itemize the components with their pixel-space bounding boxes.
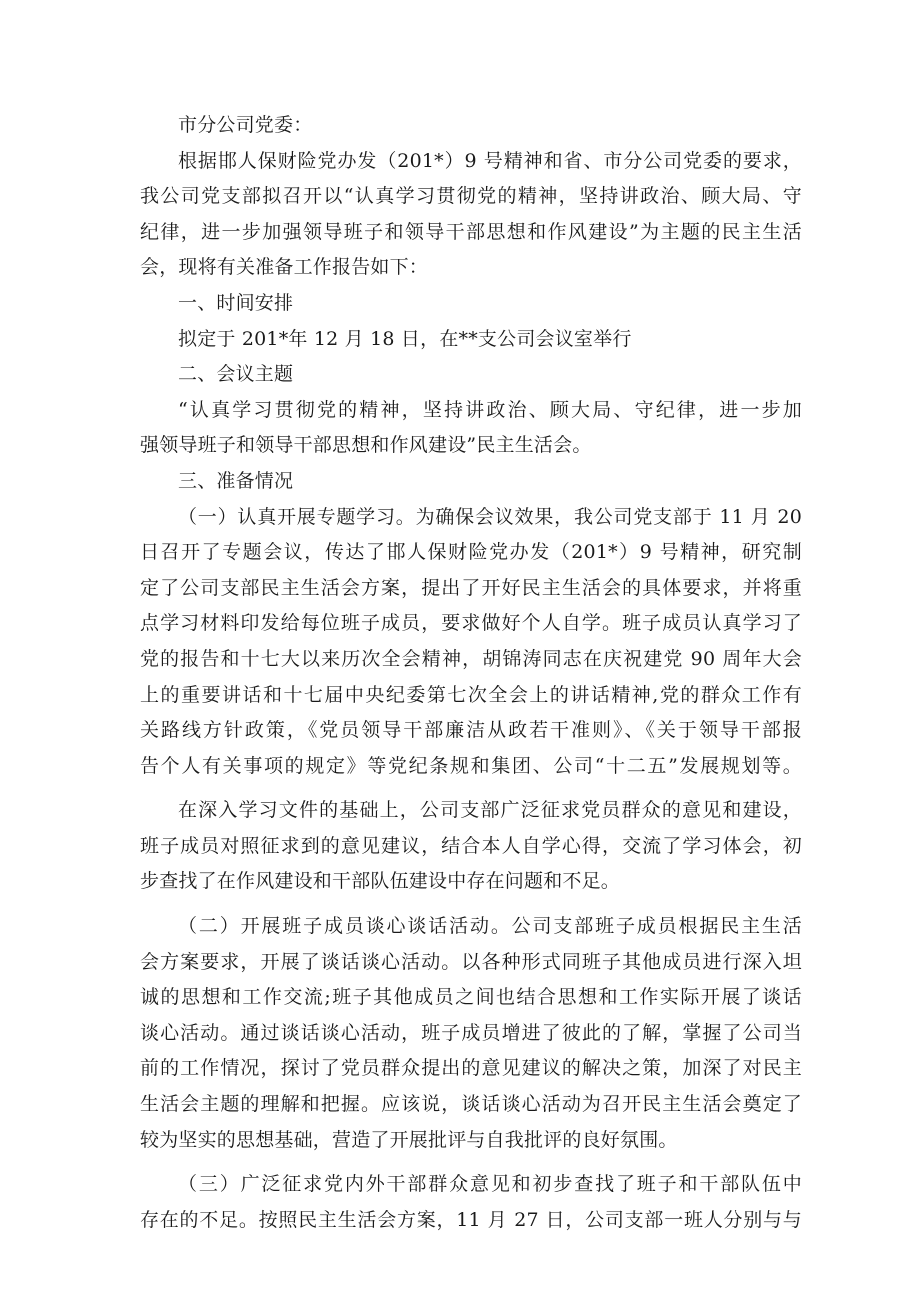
section-heading: 一、时间安排 [178, 291, 294, 314]
salutation: 市分公司党委： [178, 114, 313, 136]
paragraph-line: 点学习材料印发给每位班子成员，要求做好个人自学。班子成员认真学习了 [140, 612, 802, 635]
paragraph-line: 根据邯人保财险党办发（201*）9 号精神和省、市分公司党委的要求， [178, 149, 802, 172]
paragraph-gap [140, 900, 802, 909]
paragraph-line: （二）开展班子成员谈心谈话活动。公司支部班子成员根据民主生活 [178, 915, 802, 938]
paragraph-line: 强领导班子和领导干部思想和作风建设”民主生活会。 [140, 434, 592, 457]
paragraph-line: 党的报告和十七大以来历次全会精神，胡锦涛同志在庆祝建党 90 周年大会 [140, 647, 802, 670]
paragraph-line: 生活会主题的理解和把握。应该说，谈话谈心活动为召开民主生活会奠定了 [140, 1093, 802, 1116]
paragraph-line: 会，现将有关准备工作报告如下： [140, 256, 429, 279]
paragraph-line: 告个人有关事项的规定》等党纪条规和集团、公司“十二五”发展规划等。 [140, 754, 802, 777]
paragraph-line: 日召开了专题会议，传达了邯人保财险党办发（201*）9 号精神，研究制 [140, 541, 802, 564]
paragraph-gap [140, 1158, 802, 1167]
paragraph-line: 前的工作情况，探讨了党员群众提出的意见建议的解决之策，加深了对民主 [140, 1057, 802, 1080]
document-body [140, 108, 802, 1238]
paragraph-line: 上的重要讲话和十七届中央纪委第七次全会上的讲话精神,党的群众工作有 [140, 683, 802, 706]
paragraph-line: 步查找了在作风建设和干部队伍建设中存在问题和不足。 [140, 870, 621, 893]
paragraph-line: 会方案要求，开展了谈话谈心活动。以各种形式同班子其他成员进行深入坦 [140, 950, 802, 973]
paragraph-line: 关路线方针政策，《党员领导干部廉洁从政若干准则》、《关于领导干部报 [140, 719, 802, 742]
section-heading: 二、会议主题 [178, 363, 294, 386]
paragraph-line: （三）广泛征求党内外干部群众意见和初步查找了班子和干部队伍中 [178, 1173, 802, 1196]
paragraph-line: 班子成员对照征求到的意见建议，结合本人自学心得，交流了学习体会，初 [140, 834, 802, 857]
paragraph-line: 在深入学习文件的基础上，公司支部广泛征求党员群众的意见和建设， [178, 799, 802, 822]
paragraph-line: 谈心活动。通过谈话谈心活动，班子成员增进了彼此的了解，掌握了公司当 [140, 1021, 802, 1044]
paragraph-line: （一）认真开展专题学习。为确保会议效果，我公司党支部于 11 月 20 [178, 505, 802, 528]
section-heading: 三、准备情况 [178, 469, 294, 492]
paragraph-line: 存在的不足。按照民主生活会方案，11 月 27 日，公司支部一班人分别与与 [140, 1208, 802, 1231]
paragraph-line: 定了公司支部民主生活会方案，提出了开好民主生活会的具体要求，并将重 [140, 576, 802, 599]
paragraph-line: 拟定于 201*年 12 月 18 日，在**支公司会议室举行 [178, 327, 632, 350]
paragraph-gap [140, 784, 802, 793]
paragraph-line: 诚的思想和工作交流;班子其他成员之间也结合思想和工作实际开展了谈话 [140, 986, 802, 1009]
paragraph-line: 我公司党支部拟召开以“认真学习贯彻党的精神，坚持讲政治、顾大局、守 [140, 185, 802, 208]
paragraph-line: 纪律，进一步加强领导班子和领导干部思想和作风建设”为主题的民主生活 [140, 220, 802, 243]
paragraph-line: “认真学习贯彻党的精神，坚持讲政治、顾大局、守纪律，进一步加 [178, 398, 802, 421]
paragraph-line: 较为坚实的思想基础，营造了开展批评与自我批评的良好氛围。 [140, 1128, 678, 1151]
